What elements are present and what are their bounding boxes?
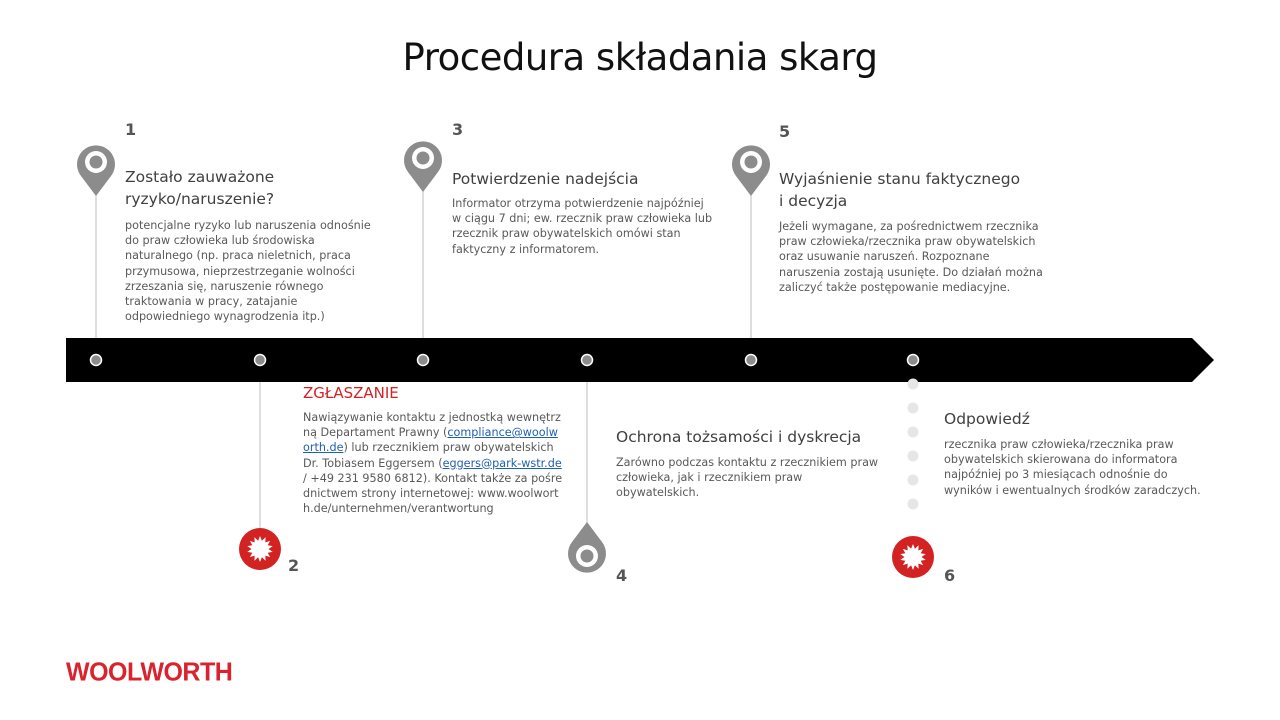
ombudsman-email-link[interactable]: eggers@park-wstr.de bbox=[442, 456, 562, 470]
alert-burst-icon bbox=[892, 536, 934, 578]
step-body: Informator otrzyma potwierdzenie najpóźniej w ciągu 7 dni; ew. rzecznik praw człowieka lub rzecznik praw obywatelskich omówi stan faktyczny z informatorem. bbox=[452, 197, 713, 256]
timeline-node bbox=[91, 355, 102, 366]
timeline-arrow-bar bbox=[66, 338, 1214, 382]
alert-burst-icon bbox=[239, 528, 281, 570]
location-pin-icon bbox=[568, 522, 606, 573]
timeline-node bbox=[255, 355, 266, 366]
step-number: 6 bbox=[944, 566, 956, 585]
step-body bbox=[303, 410, 563, 516]
step-body-text: ) lub rzecznikiem praw obywatelskich Dr. Tobiasem Eggersem ( bbox=[303, 441, 554, 470]
step-heading: ZGŁASZANIE bbox=[303, 384, 399, 402]
step-body: Zarówno podczas kontaktu z rzecznikiem praw człowieka, jak i rzecznikiem praw obywatelskich. bbox=[616, 456, 879, 500]
location-pin-icon bbox=[404, 141, 442, 192]
page-title: Procedura składania skarg bbox=[402, 36, 878, 79]
dotted-connector-dot bbox=[908, 379, 919, 390]
timeline-node bbox=[746, 355, 757, 366]
step-number: 5 bbox=[779, 122, 791, 141]
dotted-connector-dot bbox=[908, 403, 919, 414]
step-number: 1 bbox=[125, 120, 137, 139]
step-heading: Potwierdzenie nadejścia bbox=[452, 170, 639, 188]
step-number: 4 bbox=[616, 566, 628, 585]
location-pin-icon bbox=[77, 145, 115, 196]
step-heading: Ochrona tożsamości i dyskrecja bbox=[616, 428, 862, 446]
step-heading: Odpowiedź bbox=[944, 410, 1030, 428]
step-heading: Wyjaśnienie stanu faktycznego i decyzja bbox=[779, 170, 1021, 210]
dotted-connector-dot bbox=[908, 451, 919, 462]
dotted-connector-dot bbox=[908, 499, 919, 510]
step-heading: Zostało zauważone ryzyko/naruszenie? bbox=[125, 168, 275, 208]
step-number: 3 bbox=[452, 120, 464, 139]
timeline-node bbox=[418, 355, 429, 366]
compliance-email-link[interactable]: compliance@woolworth.de bbox=[303, 426, 558, 455]
timeline-node bbox=[908, 355, 919, 366]
step-body-text: / +49 231 9580 6812). Kontakt także za pośrednictwem strony internetowej: www.woolworth.de/unternehmen/verantwortung bbox=[303, 471, 563, 516]
dotted-connector-dot bbox=[908, 427, 919, 438]
dotted-connector-dot bbox=[908, 475, 919, 486]
location-pin-icon bbox=[732, 145, 770, 196]
woolworth-logo: WOOLWORTH bbox=[66, 657, 233, 687]
step-body-text: Nawiązywanie kontaktu z jednostką wewnętrzną Departament Prawny ( bbox=[303, 411, 561, 440]
step-number: 2 bbox=[288, 556, 300, 575]
step-body: rzecznika praw człowieka/rzecznika praw obywatelskich skierowana do informatora najpóźniej po 3 miesiącach odnośnie do wyników i ewentualnych środków zaradczych. bbox=[944, 438, 1201, 497]
step-body: potencjalne ryzyko lub naruszenia odnośnie do praw człowieka lub środowiska naturalnego (np. praca nieletnich, praca przymusowa, nieprzestrzeganie wolności zrzeszania się, naruszenie równego traktowania w pracy, zatajanie odpowiedniego wynagrodzenia itp.) bbox=[125, 219, 371, 324]
step-body: Jeżeli wymagane, za pośrednictwem rzecznika praw człowieka/rzecznika praw obywatelskich oraz usuwanie naruszeń. Rozpoznane naruszenia zostają usunięte. Do działań można zaliczyć także postępowanie mediacyjne. bbox=[779, 220, 1043, 294]
timeline-node bbox=[582, 355, 593, 366]
